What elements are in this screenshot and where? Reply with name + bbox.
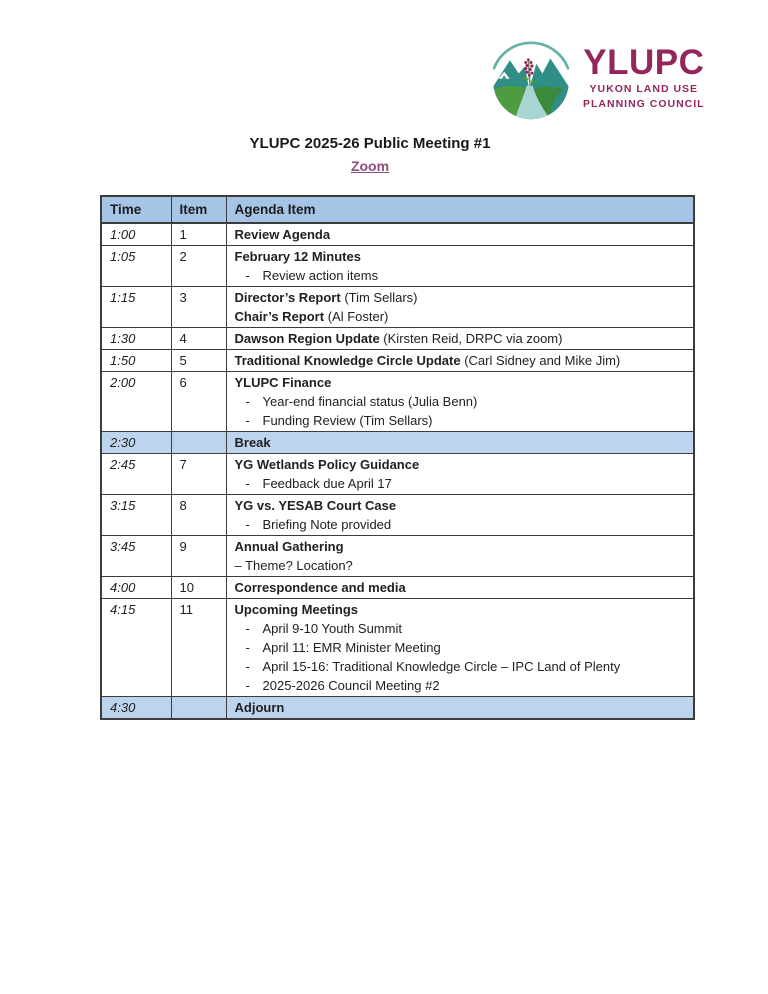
agenda-cell xyxy=(226,350,694,372)
agenda-line: - Review action items xyxy=(245,268,379,283)
column-header-agenda-item: Agenda Item xyxy=(226,196,694,223)
agenda-line: Break xyxy=(234,435,271,450)
time-cell: 1:30 xyxy=(101,328,171,350)
ylupc-landscape-logo-icon xyxy=(487,33,575,121)
time-cell: 3:45 xyxy=(101,536,171,577)
agenda-line: Traditional Knowledge Circle Update (Carl Sidney and Mike Jim) xyxy=(234,353,621,368)
time-cell: 1:50 xyxy=(101,350,171,372)
item-cell: 7 xyxy=(171,454,226,495)
item-cell xyxy=(171,432,226,454)
item-cell: 6 xyxy=(171,372,226,432)
time-cell: 2:30 xyxy=(101,432,171,454)
logo-subtitle-line2: PLANNING COUNCIL xyxy=(583,97,705,110)
agenda-line: - Year-end financial status (Julia Benn) xyxy=(245,394,478,409)
ylupc-logo-text xyxy=(583,45,705,109)
agenda-table xyxy=(100,195,695,720)
table-row xyxy=(101,223,694,246)
agenda-line: YLUPC Finance xyxy=(234,375,332,390)
table-row xyxy=(101,432,694,454)
agenda-cell xyxy=(226,577,694,599)
agenda-line: Adjourn xyxy=(234,700,285,715)
agenda-line: Upcoming Meetings xyxy=(234,602,359,617)
time-cell: 4:00 xyxy=(101,577,171,599)
column-header-time: Time xyxy=(101,196,171,223)
ylupc-logo xyxy=(487,33,705,121)
agenda-cell xyxy=(226,599,694,697)
column-header-item: Item xyxy=(171,196,226,223)
agenda-line: Review Agenda xyxy=(234,227,331,242)
table-row xyxy=(101,697,694,720)
agenda-line: YG Wetlands Policy Guidance xyxy=(234,457,420,472)
page-title: YLUPC 2025-26 Public Meeting #1 xyxy=(249,135,491,152)
agenda-line: - April 11: EMR Minister Meeting xyxy=(245,640,441,655)
item-cell: 3 xyxy=(171,287,226,328)
agenda-table-wrap xyxy=(100,195,695,720)
table-row xyxy=(101,350,694,372)
time-cell: 1:15 xyxy=(101,287,171,328)
table-row xyxy=(101,246,694,287)
agenda-cell xyxy=(226,495,694,536)
agenda-line: - April 15-16: Traditional Knowledge Circle – IPC Land of Plenty xyxy=(245,659,621,674)
item-cell: 5 xyxy=(171,350,226,372)
agenda-cell xyxy=(226,246,694,287)
agenda-line: – Theme? Location? xyxy=(234,558,353,573)
table-row xyxy=(101,495,694,536)
item-cell: 10 xyxy=(171,577,226,599)
agenda-cell xyxy=(226,432,694,454)
item-cell: 2 xyxy=(171,246,226,287)
table-row xyxy=(101,372,694,432)
agenda-line: Director’s Report (Tim Sellars) xyxy=(234,290,418,305)
logo-subtitle-line1: YUKON LAND USE xyxy=(589,83,699,95)
agenda-line: Dawson Region Update (Kirsten Reid, DRPC via zoom) xyxy=(234,331,563,346)
item-cell: 8 xyxy=(171,495,226,536)
item-cell: 4 xyxy=(171,328,226,350)
agenda-line: - Funding Review (Tim Sellars) xyxy=(245,413,433,428)
table-header-row xyxy=(101,196,694,223)
agenda-line: - Feedback due April 17 xyxy=(245,476,392,491)
agenda-line: February 12 Minutes xyxy=(234,249,361,264)
table-row xyxy=(101,287,694,328)
time-cell: 3:15 xyxy=(101,495,171,536)
table-row xyxy=(101,454,694,495)
agenda-cell xyxy=(226,328,694,350)
agenda-cell xyxy=(226,223,694,246)
agenda-cell xyxy=(226,536,694,577)
table-row xyxy=(101,328,694,350)
agenda-line: Chair’s Report (Al Foster) xyxy=(234,309,389,324)
agenda-cell xyxy=(226,697,694,720)
item-cell: 11 xyxy=(171,599,226,697)
table-row xyxy=(101,577,694,599)
time-cell: 2:00 xyxy=(101,372,171,432)
agenda-line: - Briefing Note provided xyxy=(245,517,392,532)
agenda-cell xyxy=(226,372,694,432)
agenda-cell xyxy=(226,454,694,495)
time-cell: 4:15 xyxy=(101,599,171,697)
agenda-cell xyxy=(226,287,694,328)
time-cell: 1:05 xyxy=(101,246,171,287)
item-cell xyxy=(171,697,226,720)
agenda-line: YG vs. YESAB Court Case xyxy=(234,498,397,513)
time-cell: 4:30 xyxy=(101,697,171,720)
agenda-line: Annual Gathering xyxy=(234,539,344,554)
table-row xyxy=(101,599,694,697)
item-cell: 1 xyxy=(171,223,226,246)
agenda-line: - April 9-10 Youth Summit xyxy=(245,621,402,636)
time-cell: 2:45 xyxy=(101,454,171,495)
item-cell: 9 xyxy=(171,536,226,577)
logo-acronym: YLUPC xyxy=(583,43,705,82)
agenda-table-body xyxy=(101,223,694,719)
zoom-link[interactable]: Zoom xyxy=(350,158,390,174)
time-cell: 1:00 xyxy=(101,223,171,246)
table-row xyxy=(101,536,694,577)
agenda-line: - 2025-2026 Council Meeting #2 xyxy=(245,678,440,693)
agenda-line: Correspondence and media xyxy=(234,580,406,595)
title-block xyxy=(0,134,740,176)
